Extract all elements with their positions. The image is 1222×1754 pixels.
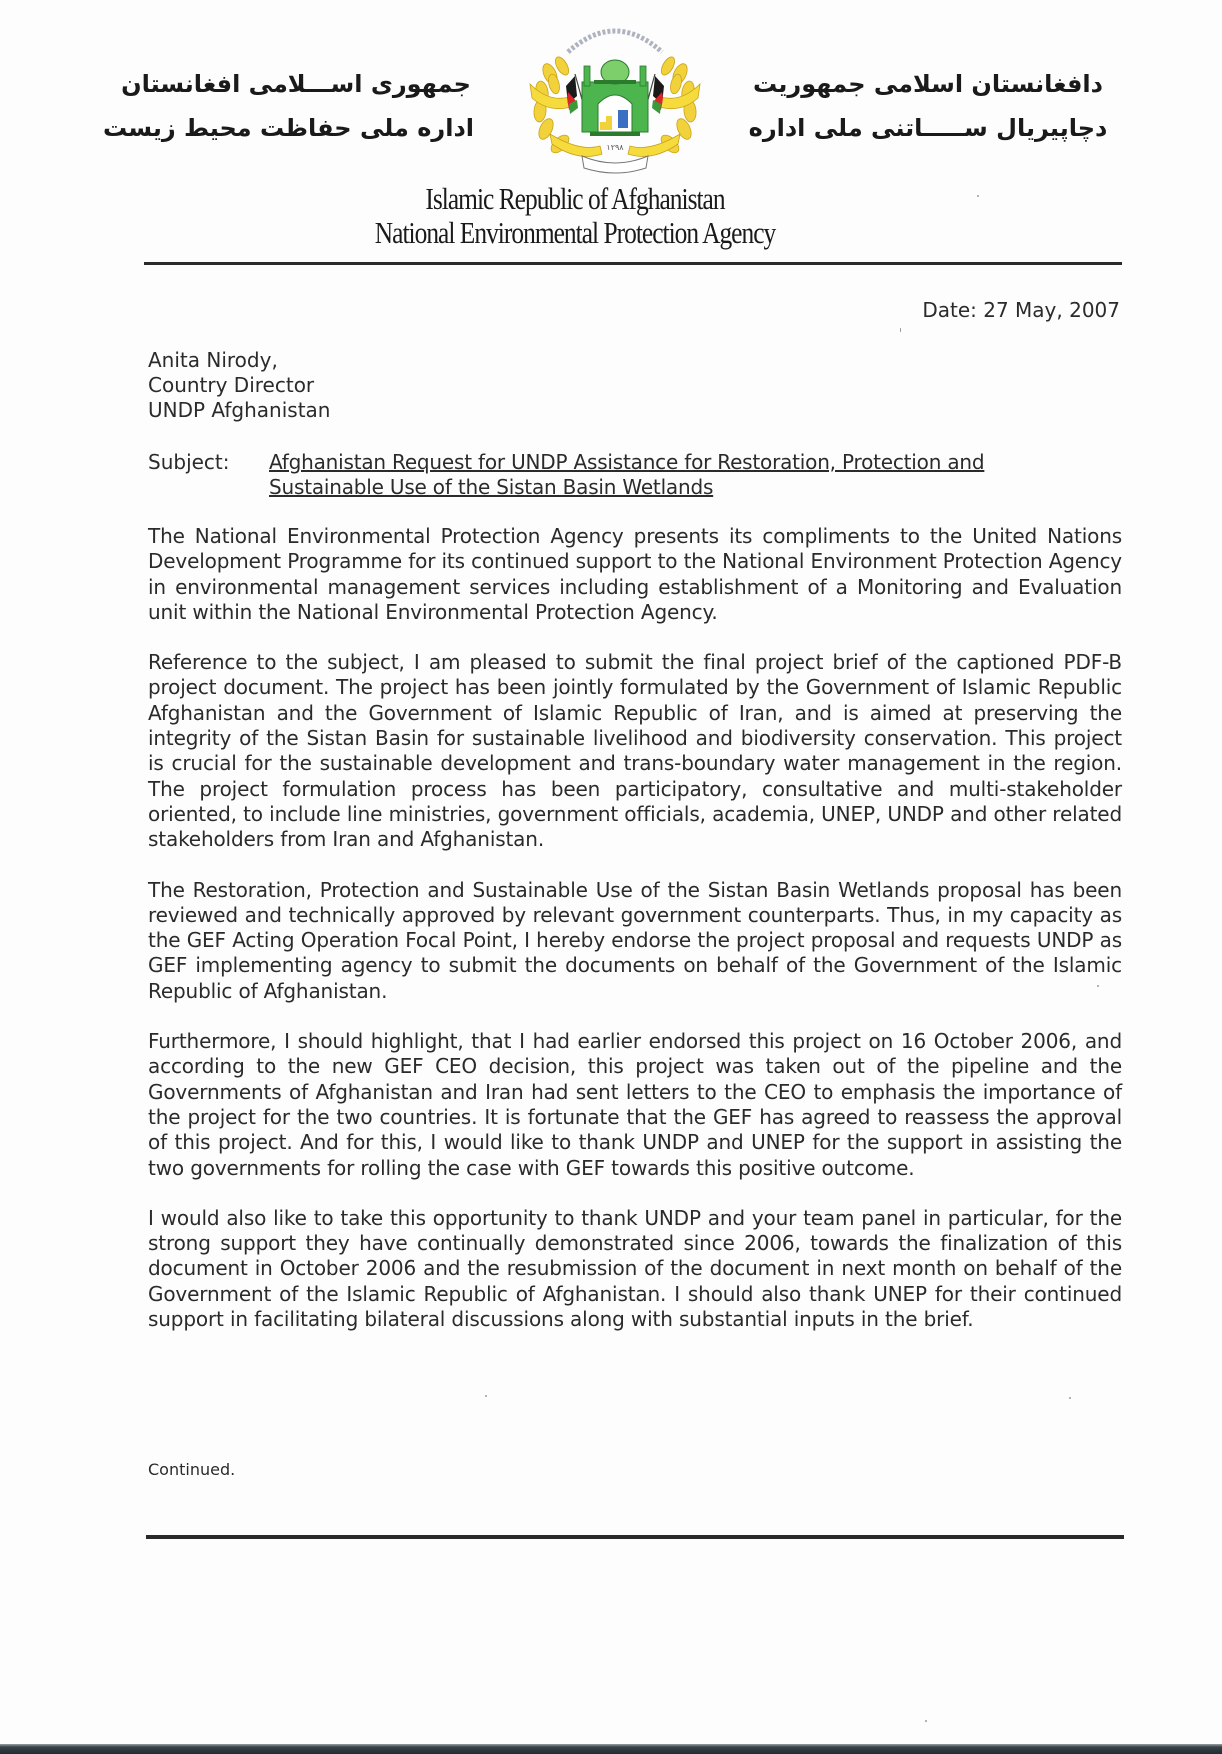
dari-line-1: جمهوری اســـلامی افغانستان (121, 70, 471, 98)
footer-divider (146, 1535, 1124, 1539)
afghanistan-national-emblem-icon (520, 14, 710, 174)
paragraph-3: The Restoration, Protection and Sustainable Use of the Sistan Basin Wetlands proposal has been reviewed and technically approved by relevant government counterparts. Thus, in my capacity as the GEF Acting Operation Focal Point, I hereby endorse the project proposal and requests UNDP as GEF implementing agency to submit the documents on behalf of the Government of the Islamic Republic of Afghanistan. (148, 877, 1122, 1003)
scan-speck (900, 328, 901, 332)
letterhead-pashto (748, 62, 1108, 150)
pashto-line-2: دچاپیریال ســـــاتنی ملی اداره (748, 114, 1108, 142)
svg-text:۱۲۹۸: ۱۲۹۸ (606, 143, 624, 152)
dari-line-2: اداره ملی حفاظت محیط زیست (102, 114, 474, 142)
recipient-title: Country Director (148, 373, 315, 397)
scan-speck (485, 1395, 487, 1397)
scan-speck (1069, 1397, 1071, 1399)
recipient-name: Anita Nirody, (148, 348, 278, 372)
title-line-2: National Environmental Protection Agency (374, 215, 776, 250)
letterhead-title (300, 182, 849, 250)
scan-speck (977, 195, 979, 197)
title-line-1: Islamic Republic of Afghanistan (425, 181, 725, 216)
paragraph-2: Reference to the subject, I am pleased to submit the final project brief of the captioned PDF-B project document. The project has been jointly formulated by the Government of Islamic Republic Afghanistan and the Government of Islamic Republic of Iran, and is aimed at preserving the integrity of the Sistan Basin for sustainable livelihood and biodiversity conservation. This project is crucial for the sustainable development and trans-boundary water management in the region. The project formulation process has been participatory, consultative and multi-stakeholder oriented, to include line ministries, government officials, academia, UNEP, UNDP and other related stakeholders from Iran and Afghanistan. (148, 650, 1122, 852)
header-divider (144, 262, 1122, 265)
continued-note: Continued. (148, 1460, 236, 1479)
subject-label: Subject: (148, 450, 230, 474)
scanner-edge (0, 1744, 1222, 1754)
paragraph-5: I would also like to take this opportunity to thank UNDP and your team panel in particular, for the strong support they have continually demonstrated since 2006, towards the finalization of this document in October 2006 and the resubmission of the document in next month on behalf of the Government of the Islamic Republic of Afghanistan. I should also thank UNEP for their continued support in facilitating bilateral discussions along with substantial inputs in the brief. (148, 1205, 1122, 1332)
subject-text: Afghanistan Request for UNDP Assistance for Restoration, Protection and Sustainable Use of the Sistan Basin Wetlands (269, 450, 985, 499)
paragraph-1: The National Environmental Protection Agency presents its compliments to the United Nations Development Programme for its continued support to the National Environment Protection Agency in environmental management services including establishment of a Monitoring and Evaluation unit within the National Environmental Protection Agency. (148, 524, 1122, 624)
paragraph-4: Furthermore, I should highlight, that I had earlier endorsed this project on 16 October 2006, and according to the new GEF CEO decision, this project was taken out of the pipeline and the Governments of Afghanistan and Iran had sent letters to the CEO to emphasis the importance of the project for the two countries. It is fortunate that the GEF has agreed to reassess the approval of this project. And for this, I would like to thank UNDP and UNEP for the support in assisting the two governments for rolling the case with GEF towards this positive outcome. (148, 1029, 1122, 1180)
letter-body (148, 524, 1122, 1357)
scan-speck (925, 1720, 927, 1722)
letterhead-dari (102, 62, 474, 150)
recipient-organization: UNDP Afghanistan (148, 398, 331, 422)
recipient-block (148, 348, 330, 423)
pashto-line-1: دافغانستان اسلامی جمهوریت (753, 70, 1103, 98)
scan-speck (1097, 985, 1099, 987)
subject-line (148, 450, 1123, 500)
letter-date: Date: 27 May, 2007 (922, 298, 1120, 322)
